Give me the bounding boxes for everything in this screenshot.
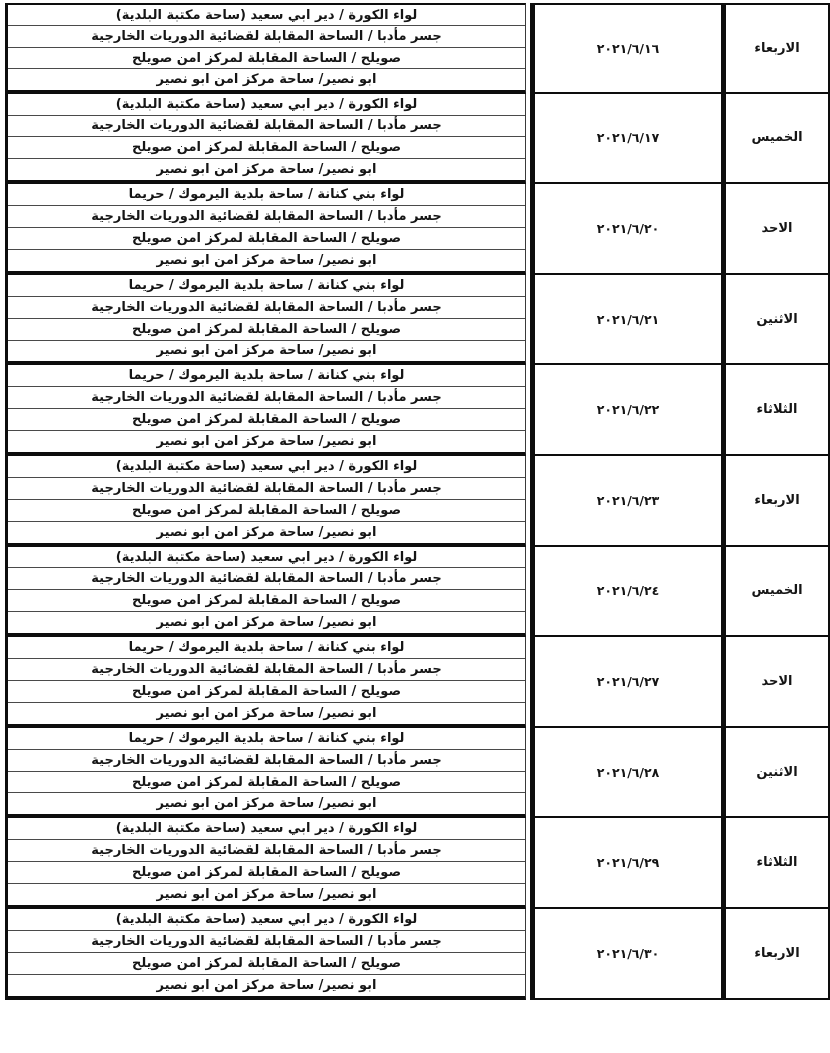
- location-line: لواء الكورة / دير ابي سعيد (ساحة مكتبة البلدية): [115, 911, 418, 927]
- location-line: ابو نصير/ ساحة مركز امن ابو نصير: [8, 158, 525, 180]
- date-text: ٢٠٢١/٦/٢١: [596, 311, 660, 327]
- location-line: لواء بني كنانة / ساحة بلدية اليرموك / حريما: [128, 277, 405, 293]
- location-line: لواء الكورة / دير ابي سعيد (ساحة مكتبة البلدية): [115, 821, 418, 837]
- location-line: جسر مأدبا / الساحة المقابلة لقضائية الدوريات الخارجية: [8, 839, 525, 861]
- day-name-text: الاحد: [761, 220, 793, 236]
- table-row: [5, 184, 830, 275]
- table-row: [5, 818, 830, 909]
- day-name-text: الخميس: [751, 130, 803, 146]
- location-line: لواء الكورة / دير ابي سعيد (ساحة مكتبة البلدية): [115, 96, 418, 112]
- day-cell: [726, 365, 830, 456]
- day-cell: [726, 184, 830, 275]
- location-line: صويلح / الساحة المقابلة لمركز امن صويلح: [8, 680, 525, 702]
- day-name-text: الاثنين: [756, 764, 798, 780]
- table-row: [5, 728, 830, 819]
- table-row: [5, 909, 830, 1000]
- date-cell: [530, 637, 726, 728]
- day-cell: [726, 275, 830, 366]
- date-text: ٢٠٢١/٦/٢٤: [596, 583, 660, 599]
- day-cell: [726, 818, 830, 909]
- table-row: [5, 275, 830, 366]
- locations-cell: [5, 728, 526, 819]
- locations-cell: [5, 909, 526, 1000]
- day-name-text: الاثنين: [756, 311, 798, 327]
- table-row: [5, 94, 830, 185]
- table-row: [5, 637, 830, 728]
- location-line: صويلح / الساحة المقابلة لمركز امن صويلح: [8, 952, 525, 974]
- date-text: ٢٠٢١/٦/٣٠: [596, 945, 660, 961]
- location-line: صويلح / الساحة المقابلة لمركز امن صويلح: [8, 771, 525, 793]
- location-line: صويلح / الساحة المقابلة لمركز امن صويلح: [8, 318, 525, 340]
- location-line: لواء الكورة / دير ابي سعيد (ساحة مكتبة البلدية): [115, 458, 418, 474]
- location-line: ابو نصير/ ساحة مركز امن ابو نصير: [8, 883, 525, 905]
- table-row: [5, 547, 830, 638]
- date-cell: [530, 365, 726, 456]
- date-text: ٢٠٢١/٦/٢٣: [596, 492, 660, 508]
- location-line: ابو نصير/ ساحة مركز امن ابو نصير: [8, 430, 525, 452]
- location-line: ابو نصير/ ساحة مركز امن ابو نصير: [8, 974, 525, 996]
- date-cell: [530, 275, 726, 366]
- day-cell: [726, 94, 830, 185]
- day-cell: [726, 909, 830, 1000]
- date-cell: [530, 818, 726, 909]
- day-name-text: الاربعاء: [754, 945, 800, 961]
- locations-cell: [5, 818, 526, 909]
- location-line: جسر مأدبا / الساحة المقابلة لقضائية الدوريات الخارجية: [8, 386, 525, 408]
- table-row: [5, 456, 830, 547]
- location-line: جسر مأدبا / الساحة المقابلة لقضائية الدوريات الخارجية: [8, 658, 525, 680]
- location-line: ابو نصير/ ساحة مركز امن ابو نصير: [8, 702, 525, 724]
- location-line: جسر مأدبا / الساحة المقابلة لقضائية الدوريات الخارجية: [8, 205, 525, 227]
- location-line: ابو نصير/ ساحة مركز امن ابو نصير: [8, 792, 525, 814]
- location-line: جسر مأدبا / الساحة المقابلة لقضائية الدوريات الخارجية: [8, 115, 525, 137]
- location-line: ابو نصير/ ساحة مركز امن ابو نصير: [8, 611, 525, 633]
- location-line: لواء بني كنانة / ساحة بلدية اليرموك / حريما: [128, 368, 405, 384]
- location-line: صويلح / الساحة المقابلة لمركز امن صويلح: [8, 136, 525, 158]
- location-line: جسر مأدبا / الساحة المقابلة لقضائية الدوريات الخارجية: [8, 749, 525, 771]
- location-line: جسر مأدبا / الساحة المقابلة لقضائية الدوريات الخارجية: [8, 930, 525, 952]
- location-line: جسر مأدبا / الساحة المقابلة لقضائية الدوريات الخارجية: [8, 25, 525, 46]
- day-name-text: الاربعاء: [754, 40, 800, 56]
- date-text: ٢٠٢١/٦/٢٧: [596, 673, 660, 689]
- table-row: [5, 3, 830, 94]
- day-name-text: الاربعاء: [754, 492, 800, 508]
- location-line: لواء بني كنانة / ساحة بلدية اليرموك / حريما: [128, 187, 405, 203]
- date-cell: [530, 909, 726, 1000]
- table-row: [5, 365, 830, 456]
- day-name-text: الخميس: [751, 583, 803, 599]
- location-line: صويلح / الساحة المقابلة لمركز امن صويلح: [8, 589, 525, 611]
- day-cell: [726, 3, 830, 94]
- day-cell: [726, 637, 830, 728]
- locations-cell: [5, 637, 526, 728]
- location-line: جسر مأدبا / الساحة المقابلة لقضائية الدوريات الخارجية: [8, 567, 525, 589]
- locations-cell: [5, 547, 526, 638]
- day-name-text: الاحد: [761, 673, 793, 689]
- date-text: ٢٠٢١/٦/٢٠: [596, 220, 660, 236]
- patrol-schedule-table: [5, 3, 830, 1000]
- location-line: لواء بني كنانة / ساحة بلدية اليرموك / حريما: [128, 730, 405, 746]
- location-line: جسر مأدبا / الساحة المقابلة لقضائية الدوريات الخارجية: [8, 296, 525, 318]
- date-text: ٢٠٢١/٦/٢٩: [596, 855, 660, 871]
- date-text: ٢٠٢١/٦/٢٨: [596, 764, 660, 780]
- locations-cell: [5, 456, 526, 547]
- date-text: ٢٠٢١/٦/١٦: [596, 40, 660, 56]
- date-text: ٢٠٢١/٦/١٧: [596, 130, 660, 146]
- location-line: لواء الكورة / دير ابي سعيد (ساحة مكتبة البلدية): [115, 7, 418, 23]
- location-line: ابو نصير/ ساحة مركز امن ابو نصير: [8, 521, 525, 543]
- date-cell: [530, 456, 726, 547]
- date-cell: [530, 728, 726, 819]
- location-line: صويلح / الساحة المقابلة لمركز امن صويلح: [8, 408, 525, 430]
- date-cell: [530, 3, 726, 94]
- day-name-text: الثلاثاء: [756, 855, 798, 871]
- locations-cell: [5, 94, 526, 185]
- location-line: لواء بني كنانة / ساحة بلدية اليرموك / حريما: [128, 640, 405, 656]
- location-line: صويلح / الساحة المقابلة لمركز امن صويلح: [8, 227, 525, 249]
- location-line: ابو نصير/ ساحة مركز امن ابو نصير: [8, 249, 525, 271]
- location-line: صويلح / الساحة المقابلة لمركز امن صويلح: [8, 861, 525, 883]
- location-line: ابو نصير/ ساحة مركز امن ابو نصير: [8, 340, 525, 362]
- location-line: ابو نصير/ ساحة مركز امن ابو نصير: [8, 68, 525, 89]
- day-cell: [726, 456, 830, 547]
- day-cell: [726, 547, 830, 638]
- date-cell: [530, 94, 726, 185]
- day-cell: [726, 728, 830, 819]
- locations-cell: [5, 184, 526, 275]
- locations-cell: [5, 275, 526, 366]
- day-name-text: الثلاثاء: [756, 402, 798, 418]
- locations-cell: [5, 365, 526, 456]
- location-line: صويلح / الساحة المقابلة لمركز امن صويلح: [8, 47, 525, 68]
- location-line: لواء الكورة / دير ابي سعيد (ساحة مكتبة البلدية): [115, 549, 418, 565]
- date-text: ٢٠٢١/٦/٢٢: [596, 402, 660, 418]
- location-line: صويلح / الساحة المقابلة لمركز امن صويلح: [8, 499, 525, 521]
- date-cell: [530, 184, 726, 275]
- location-line: جسر مأدبا / الساحة المقابلة لقضائية الدوريات الخارجية: [8, 477, 525, 499]
- locations-cell: [5, 3, 526, 94]
- date-cell: [530, 547, 726, 638]
